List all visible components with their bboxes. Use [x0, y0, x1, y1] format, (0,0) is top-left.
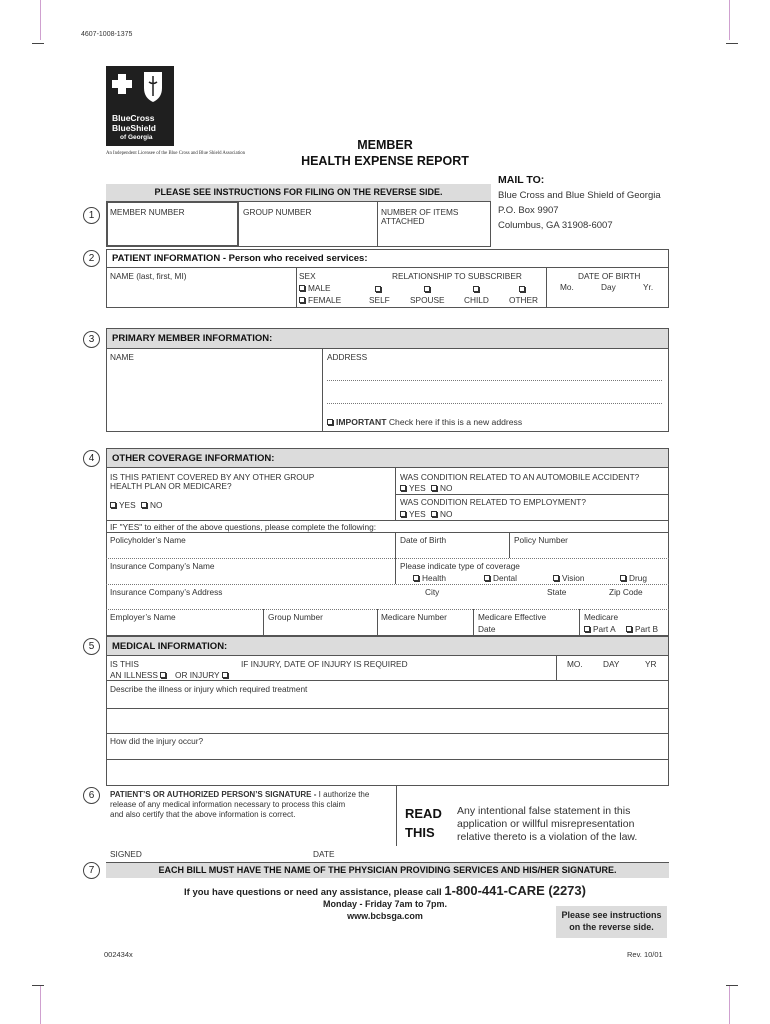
group-number-label: Group Number — [268, 612, 323, 622]
member-number-label: MEMBER NUMBER — [110, 207, 185, 217]
injury-option[interactable]: OR INJURY — [175, 670, 231, 680]
medicare-effective-label: Medicare Effective — [478, 612, 547, 622]
checkbox-icon[interactable] — [484, 575, 490, 581]
relationship-other: OTHER — [509, 295, 539, 305]
policyholder-label: Policyholder’s Name — [110, 535, 186, 545]
fraud-warning: relative thereto is a violation of the law. — [457, 831, 638, 843]
mail-address: Columbus, GA 31908-6007 — [498, 220, 613, 231]
policyholder-dob-label: Date of Birth — [400, 535, 447, 545]
dob-day-label: Day — [601, 282, 616, 292]
relationship-child: CHILD — [464, 295, 489, 305]
bill-notice-text: EACH BILL MUST HAVE THE NAME OF THE PHYSICIAN PROVIDING SERVICES AND HIS/HER SIGNATURE. — [158, 865, 617, 875]
this-label: THIS — [405, 825, 435, 840]
mail-address: P.O. Box 9907 — [498, 205, 559, 216]
checkbox-icon[interactable] — [400, 485, 406, 491]
signature-date-field[interactable] — [340, 840, 500, 860]
coverage-vision[interactable]: Vision — [553, 573, 584, 583]
patient-name-label: NAME (last, first, MI) — [110, 271, 187, 281]
checkbox-icon[interactable] — [400, 511, 406, 517]
checkbox-icon[interactable] — [413, 575, 419, 581]
company-logo — [106, 66, 174, 146]
other-plan-question: HEALTH PLAN OR MEDICARE? — [110, 481, 232, 491]
checkbox-icon[interactable] — [519, 286, 525, 292]
signature-statement: release of any medical information necessary to process this claim — [110, 800, 346, 809]
other-plan-no[interactable]: NO — [141, 500, 162, 510]
help-text: If you have questions or need any assistance, please call — [184, 887, 442, 898]
instructions-text: PLEASE SEE INSTRUCTIONS FOR FILING ON THE REVERSE SIDE. — [154, 187, 443, 197]
crop-mark — [726, 43, 738, 44]
new-address-option[interactable]: IMPORTANT Check here if this is a new address — [327, 417, 522, 427]
phone-number[interactable]: 1-800-441-CARE (2273) — [444, 883, 586, 898]
crop-mark — [40, 0, 41, 40]
crop-mark — [726, 985, 738, 986]
crop-mark — [729, 0, 730, 40]
medicare-part-a[interactable]: Part A — [584, 624, 616, 634]
checkbox-icon[interactable] — [160, 672, 166, 678]
items-attached-label: ATTACHED — [381, 216, 425, 226]
medicare-number-label: Medicare Number — [381, 612, 447, 622]
checkbox-icon[interactable] — [626, 626, 632, 632]
group-number-field[interactable] — [240, 218, 376, 245]
address-line-1[interactable] — [327, 380, 662, 381]
group-number-label: GROUP NUMBER — [243, 207, 312, 217]
items-attached-label: NUMBER OF ITEMS — [381, 207, 459, 217]
help-line — [100, 883, 670, 898]
checkbox-icon[interactable] — [473, 286, 479, 292]
checkbox-icon[interactable] — [584, 626, 590, 632]
section-number: 6 — [83, 787, 100, 804]
section-number: 3 — [83, 331, 100, 348]
fraud-warning: application or willful misrepresentation — [457, 818, 635, 830]
mail-address: Blue Cross and Blue Shield of Georgia — [498, 190, 661, 201]
website-link[interactable]: www.bcbsga.com — [347, 911, 423, 921]
checkbox-icon[interactable] — [327, 419, 333, 425]
injury-date-label: IF INJURY, DATE OF INJURY IS REQUIRED — [241, 659, 408, 669]
employment-yes[interactable]: YES — [400, 509, 426, 519]
logo-tagline: An Independent Licensee of the Blue Cross and Blue Shield Association — [106, 151, 246, 156]
page-title: HEALTH EXPENSE REPORT — [301, 154, 469, 168]
checkbox-icon[interactable] — [299, 297, 305, 303]
signature-field[interactable] — [108, 840, 308, 860]
form-id: 002434x — [104, 950, 133, 959]
address-label: ADDRESS — [327, 352, 368, 362]
date-label: DATE — [313, 849, 335, 859]
sex-female-option[interactable]: FEMALE — [299, 295, 341, 305]
injury-month-label: MO. — [567, 659, 583, 669]
insurance-address-label: Insurance Company’s Address — [110, 587, 223, 597]
address-line-2[interactable] — [327, 403, 662, 404]
checkbox-icon[interactable] — [222, 672, 228, 678]
crop-mark — [729, 985, 730, 1024]
checkbox-icon[interactable] — [424, 286, 430, 292]
logo-region: of Georgia — [120, 134, 153, 141]
checkbox-icon[interactable] — [553, 575, 559, 581]
checkbox-icon[interactable] — [375, 286, 381, 292]
auto-accident-yes[interactable]: YES — [400, 483, 426, 493]
coverage-dental[interactable]: Dental — [484, 573, 517, 583]
auto-accident-question: WAS CONDITION RELATED TO AN AUTOMOBILE ACCIDENT? — [400, 472, 640, 482]
checkbox-icon[interactable] — [620, 575, 626, 581]
form-code: 4607-1008-1375 — [81, 31, 133, 38]
medicare-label: Medicare — [584, 612, 619, 622]
insurance-name-label: Insurance Company’s Name — [110, 561, 215, 571]
revision: Rev. 10/01 — [627, 950, 663, 959]
coverage-type-label: Please indicate type of coverage — [400, 561, 520, 571]
crop-mark — [32, 43, 44, 44]
coverage-drug[interactable]: Drug — [620, 573, 647, 583]
items-attached-field[interactable] — [379, 226, 489, 245]
if-yes-instructions: IF "YES" to either of the above questions, please complete the following: — [110, 522, 377, 532]
reverse-note: on the reverse side. — [569, 922, 654, 932]
logo-name: BlueShield — [112, 123, 156, 133]
checkbox-icon[interactable] — [141, 502, 147, 508]
signature-statement: and also certify that the above information is correct. — [110, 810, 296, 819]
relationship-self: SELF — [369, 295, 390, 305]
injury-date-field[interactable] — [558, 668, 667, 679]
city-label: City — [425, 587, 440, 597]
section-title: MEDICAL INFORMATION: — [112, 641, 228, 652]
read-label: READ — [405, 806, 442, 821]
cross-shield-icon — [106, 66, 174, 108]
checkbox-icon[interactable] — [299, 285, 305, 291]
checkbox-icon[interactable] — [431, 485, 437, 491]
sex-label: SEX — [299, 271, 316, 281]
other-plan-question: IS THIS PATIENT COVERED BY ANY OTHER GROUP — [110, 472, 315, 482]
signed-label: SIGNED — [110, 849, 142, 859]
medicare-effective-label: Date — [478, 624, 496, 634]
sex-male-option[interactable]: MALE — [299, 283, 331, 293]
patient-name-field[interactable] — [108, 282, 294, 306]
logo-name: BlueCross — [112, 113, 155, 123]
auto-accident-no[interactable]: NO — [431, 483, 452, 493]
coverage-health[interactable]: Health — [413, 573, 446, 583]
checkbox-icon[interactable] — [431, 511, 437, 517]
employment-question: WAS CONDITION RELATED TO EMPLOYMENT? — [400, 497, 586, 507]
office-hours: Monday - Friday 7am to 7pm. — [322, 899, 448, 909]
crop-mark — [40, 985, 41, 1024]
section-title: PATIENT INFORMATION - Person who received services: — [112, 253, 368, 264]
describe-field[interactable] — [108, 695, 667, 731]
primary-name-field[interactable] — [108, 363, 320, 430]
how-occurred-field[interactable] — [108, 747, 667, 784]
is-this-label: IS THIS — [110, 659, 139, 669]
injury-day-label: DAY — [603, 659, 620, 669]
section-number: 2 — [83, 250, 100, 267]
medicare-part-b[interactable]: Part B — [626, 624, 658, 634]
primary-name-label: NAME — [110, 352, 134, 362]
dob-year-label: Yr. — [643, 282, 654, 292]
employer-label: Employer’s Name — [110, 612, 176, 622]
other-plan-yes[interactable]: YES — [110, 500, 136, 510]
illness-option[interactable]: AN ILLNESS — [110, 670, 169, 680]
dob-month-label: Mo. — [560, 282, 574, 292]
relationship-spouse: SPOUSE — [410, 295, 445, 305]
fraud-warning: Any intentional false statement in this — [457, 805, 631, 817]
mail-to-heading: MAIL TO: — [498, 174, 545, 186]
reverse-note: Please see instructions — [561, 910, 662, 920]
relationship-label: RELATIONSHIP TO SUBSCRIBER — [392, 271, 522, 281]
crop-mark — [32, 985, 44, 986]
signature-statement: PATIENT’S OR AUTHORIZED PERSON’S SIGNATURE - I authorize the — [110, 790, 370, 799]
section-title: OTHER COVERAGE INFORMATION: — [112, 453, 275, 464]
describe-label: Describe the illness or injury which required treatment — [110, 684, 308, 694]
section-number: 1 — [83, 207, 100, 224]
policy-number-label: Policy Number — [514, 535, 568, 545]
dob-label: DATE OF BIRTH — [578, 271, 641, 281]
section-number: 4 — [83, 450, 100, 467]
section-number: 5 — [83, 638, 100, 655]
employment-no[interactable]: NO — [431, 509, 452, 519]
state-label: State — [547, 587, 567, 597]
section-number: 7 — [83, 862, 100, 879]
zip-label: Zip Code — [609, 587, 643, 597]
checkbox-icon[interactable] — [110, 502, 116, 508]
page-title: MEMBER — [357, 138, 413, 152]
injury-year-label: YR — [645, 659, 657, 669]
section-title: PRIMARY MEMBER INFORMATION: — [112, 333, 273, 344]
how-occurred-label: How did the injury occur? — [110, 736, 204, 746]
patient-dob-field[interactable] — [548, 293, 667, 306]
